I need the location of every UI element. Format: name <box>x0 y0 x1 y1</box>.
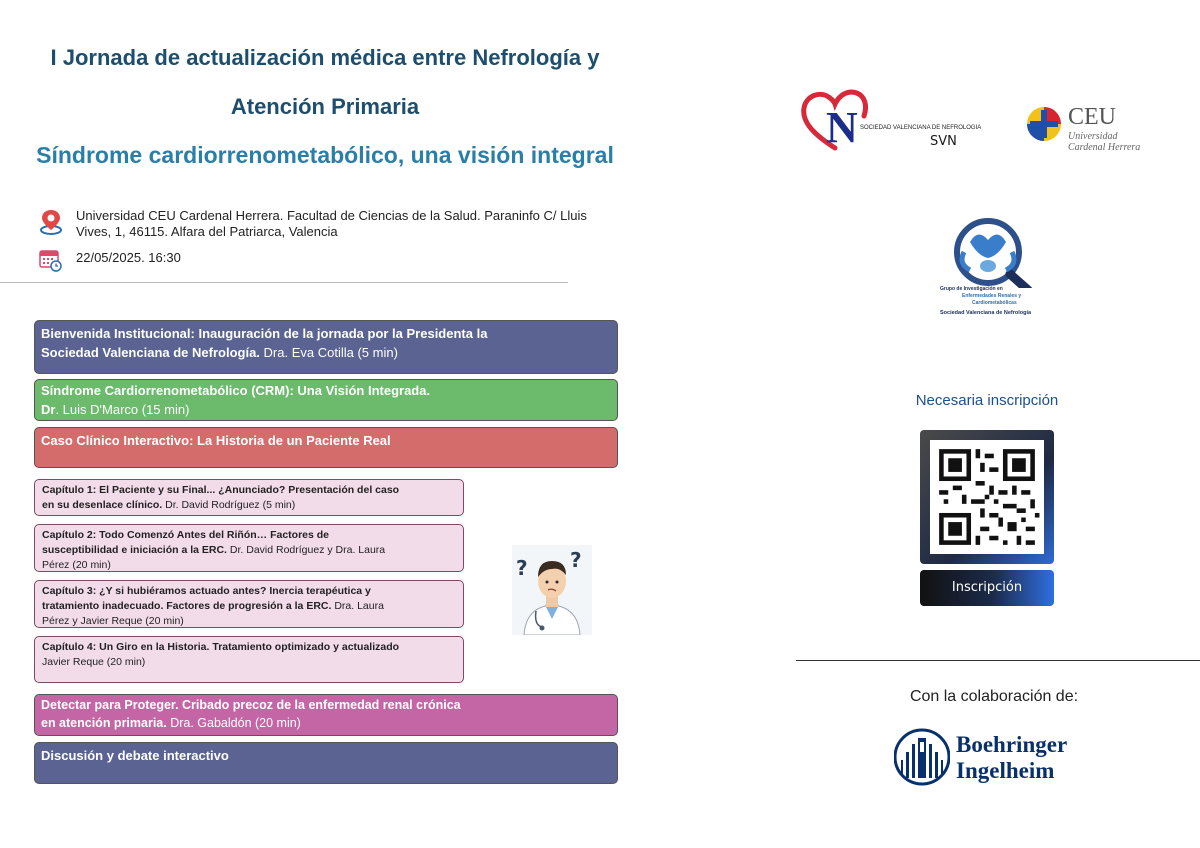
ceu-line-1: Universidad <box>1068 131 1118 142</box>
chapter-1-speaker: Dr. David Rodríguez (5 min) <box>165 499 296 511</box>
chapter-3-speaker: Dra. Laura <box>334 600 384 612</box>
location-pin-icon <box>38 208 64 236</box>
title-line-1: I Jornada de actualización médica entre Nefrología y <box>50 45 600 70</box>
detect-title-2: en atención primaria. <box>41 716 167 730</box>
chapter-1-title: Capítulo 1: El Paciente y su Final... ¿Anunciado? Presentación del caso <box>42 484 400 496</box>
svn-text: SVN <box>930 134 957 149</box>
case-title: Caso Clínico Interactivo: La Historia de un Paciente Real <box>41 433 391 448</box>
registration-label: Necesaria inscripción <box>915 392 1059 409</box>
magnifier-kidney-icon <box>936 218 1056 288</box>
welcome-speaker: Dra. Eva Cotilla (5 min) <box>263 345 398 360</box>
program-discussion <box>34 742 618 784</box>
address-line-2: Vives, 1, 46115. Alfara del Patriarca, Valencia <box>76 224 338 239</box>
group-line-3: Cardiometabólicas <box>972 300 1017 306</box>
title-line-2: Atención Primaria <box>230 94 420 119</box>
svn-small-text: SOCIEDAD VALENCIANA DE NEFROLOGIA <box>860 125 982 131</box>
qr-code-frame[interactable] <box>920 430 1054 564</box>
ceu-emblem-icon <box>1026 106 1062 142</box>
chapter-1-title-2: en su desenlace clínico. <box>42 499 163 511</box>
ceu-text: CEU <box>1068 104 1116 130</box>
group-line-4: Sociedad Valenciana de Nefrología <box>940 310 1032 316</box>
program-case <box>34 427 618 468</box>
ceu-line-2: Cardenal Herrera <box>1068 142 1141 153</box>
svg-text:?: ? <box>570 548 582 572</box>
chapter-2-title-2: susceptibilidad e iniciación a la ERC. <box>42 544 227 556</box>
boehringer-logo <box>894 728 1094 788</box>
group-line-2: Enfermedades Renales y <box>962 293 1022 299</box>
crm-speaker: . Luis D'Marco (15 min) <box>55 402 190 417</box>
ceu-logo <box>1026 102 1166 154</box>
subtitle: Síndrome cardiorrenometabólico, una visión integral <box>36 142 614 168</box>
qr-code-icon[interactable] <box>930 440 1044 554</box>
chapter-4-line-2: Javier Reque (20 min) <box>42 656 146 668</box>
svn-logo <box>800 88 982 160</box>
group-line-1: Grupo de Investigación en <box>940 286 1003 292</box>
detect-title: Detectar para Proteger. Cribado precoz de la enfermedad renal crónica <box>41 698 461 712</box>
boehringer-building-icon <box>894 728 950 786</box>
header-divider <box>0 282 568 283</box>
chapter-2-title: Capítulo 2: Todo Comenzó Antes del Riñón… Factores de <box>42 529 330 541</box>
chapter-3 <box>34 580 464 628</box>
chapter-3-line-3: Pérez y Javier Reque (20 min) <box>42 615 184 627</box>
svg-text:?: ? <box>516 556 528 580</box>
discussion-title: Discusión y debate interactivo <box>41 748 229 763</box>
chapter-2-speaker: Dr. David Rodríguez y Dra. Laura <box>229 544 386 556</box>
chapter-2 <box>34 524 464 572</box>
chapter-1 <box>34 479 464 516</box>
confused-doctor-icon <box>512 545 592 635</box>
chapter-3-title-2: tratamiento inadecuado. Factores de progresión a la ERC. <box>42 600 332 612</box>
program-welcome <box>34 320 618 374</box>
crm-dr: Dr <box>41 402 56 417</box>
welcome-society: Sociedad Valenciana de Nefrología. <box>41 345 260 360</box>
collaboration-divider <box>796 660 1200 661</box>
chapter-3-title: Capítulo 3: ¿Y si hubiéramos actuado antes? Inercia terapéutica y <box>42 585 371 597</box>
svg-text:N: N <box>826 103 858 152</box>
boehringer-line-1: Boehringer <box>956 732 1068 757</box>
event-datetime: 22/05/2025. 16:30 <box>76 250 181 265</box>
boehringer-line-2: Ingelheim <box>956 758 1055 783</box>
svn-heart-logo-icon <box>800 88 870 152</box>
crm-title: Síndrome Cardiorrenometabólico (CRM): Una Visión Integrada. <box>41 383 431 398</box>
address-line-1: Universidad CEU Cardenal Herrera. Facultad de Ciencias de la Salud. Paraninfo C/ Lluis <box>76 208 587 223</box>
registration-button[interactable]: Inscripción <box>920 570 1054 606</box>
chapter-2-line-3: Pérez (20 min) <box>42 559 111 571</box>
program-crm <box>34 379 618 421</box>
chapter-4-title: Capítulo 4: Un Giro en la Historia. Tratamiento optimizado y actualizado <box>42 641 400 653</box>
welcome-title: Bienvenida Institucional: Inauguración de la jornada por la Presidenta la <box>41 326 488 341</box>
address <box>76 208 587 240</box>
research-group-logo <box>936 218 1056 322</box>
calendar-icon <box>39 248 63 272</box>
detect-speaker: Dra. Gabaldón (20 min) <box>170 716 301 730</box>
collaboration-label: Con la colaboración de: <box>909 688 1079 705</box>
program-detect <box>34 694 618 736</box>
chapter-4 <box>34 636 464 683</box>
